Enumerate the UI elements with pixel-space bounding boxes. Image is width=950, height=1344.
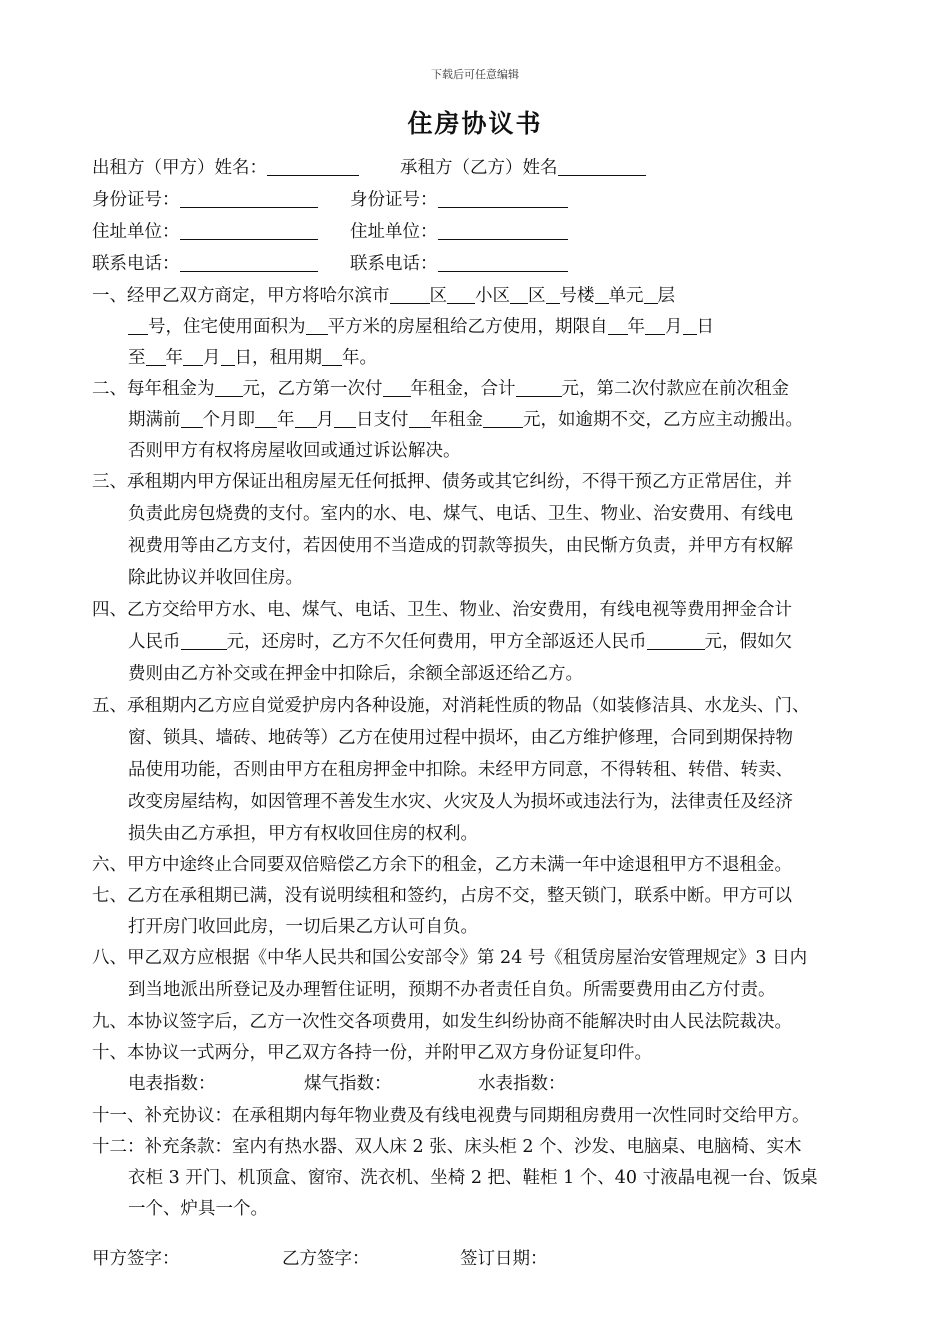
clause-text: 日 <box>696 317 714 337</box>
clause-text: 个月即 <box>202 410 255 430</box>
clause-5-line-5: 损失由乙方承担，甲方有权收回住房的权利。 <box>128 824 478 844</box>
meter-water-label: 水表指数： <box>478 1074 566 1094</box>
blank-field[interactable] <box>447 285 475 304</box>
clause-text: 月 <box>665 317 683 337</box>
lessee-address-row <box>350 220 568 244</box>
clause-2-line-1 <box>92 377 789 401</box>
sign-date-label[interactable]: 签订日期： <box>460 1249 548 1269</box>
blank-field[interactable] <box>644 285 658 304</box>
clause-1-line-3 <box>128 346 377 370</box>
clause-5-line-1: 五、承租期内乙方应自觉爱护房内各种设施，对消耗性质的物品（如装修洁具、水龙头、门、 <box>92 696 810 716</box>
clause-text: 日，租用期 <box>234 348 322 368</box>
document-title: 住房协议书 <box>407 109 543 138</box>
clause-text: 层 <box>657 286 675 306</box>
lessee-phone-row <box>350 252 568 276</box>
meter-electric-label: 电表指数： <box>128 1074 216 1094</box>
clause-4-line-3: 费则由乙方补交或在押金中扣除后，余额全部返还给乙方。 <box>128 664 583 684</box>
lessor-id-row <box>92 188 318 212</box>
clause-5-line-2: 窗、锁具、墙砖、地砖等）乙方在使用过程中损坏，由乙方维护修理，合同到期保持物 <box>128 728 793 748</box>
clause-text: 年 <box>165 348 183 368</box>
blank-field[interactable] <box>128 316 148 335</box>
blank-field[interactable] <box>409 409 431 428</box>
clause-text: 期满前 <box>128 410 181 430</box>
blank-field[interactable] <box>183 347 203 366</box>
clause-2-line-3: 否则甲方有权将房屋收回或通过诉讼解决。 <box>128 441 461 461</box>
clause-text: 区 <box>429 286 447 306</box>
lessor-name-field[interactable] <box>267 157 359 176</box>
clause-text: 平方米的房屋租给乙方使用，期限自 <box>327 317 608 337</box>
clause-3-line-3: 视费用等由乙方支付，若因使用不当造成的罚款等损失，由民惭方负责，并甲方有权解 <box>128 536 793 556</box>
lessor-phone-field[interactable] <box>180 253 318 272</box>
lessee-id-field[interactable] <box>438 189 568 208</box>
clause-10: 十、本协议一式两分，甲乙双方各持一份，并附甲乙双方身份证复印件。 <box>92 1043 652 1063</box>
clause-4-line-2 <box>128 630 792 654</box>
blank-field[interactable] <box>595 285 609 304</box>
clause-7-line-1: 七、乙方在承租期已满，没有说明续租和签约，占房不交，整天锁门，联系中断。甲方可以 <box>92 886 792 906</box>
clause-text: 小区 <box>475 286 510 306</box>
lessor-address-label: 住址单位： <box>92 222 180 242</box>
clause-1-line-1 <box>92 284 675 308</box>
clause-11: 十一、补充协议：在承租期内每年物业费及有线电视费与同期租房费用一次性同时交给甲方。 <box>92 1106 810 1126</box>
blank-field[interactable] <box>647 631 705 650</box>
clause-text: 至 <box>128 348 146 368</box>
lessor-name-label: 出租方（甲方）姓名： <box>92 158 267 178</box>
clause-text: 年 <box>627 317 645 337</box>
blank-field[interactable] <box>516 378 562 397</box>
clause-text: 二、每年租金为 <box>92 379 215 399</box>
blank-field[interactable] <box>334 409 356 428</box>
lessee-id-row <box>350 188 568 212</box>
page-header: 下载后可任意编辑 <box>431 68 519 81</box>
lessor-phone-row <box>92 252 318 276</box>
lessor-phone-label: 联系电话： <box>92 254 180 274</box>
meter-gas-label: 煤气指数： <box>304 1074 392 1094</box>
blank-field[interactable] <box>645 316 665 335</box>
blank-field[interactable] <box>383 378 411 397</box>
lessee-name-row <box>400 156 646 180</box>
clause-text: 元，第二次付款应在前次租金 <box>561 379 789 399</box>
lessee-name-field[interactable] <box>558 157 646 176</box>
blank-field[interactable] <box>322 347 342 366</box>
blank-field[interactable] <box>683 316 697 335</box>
clause-4-line-1: 四、乙方交给甲方水、电、煤气、电话、卫生、物业、治安费用，有线电视等费用押金合计 <box>92 600 792 620</box>
clause-3-line-2: 负责此房包烧费的支付。室内的水、电、煤气、电话、卫生、物业、治安费用、有线电 <box>128 504 793 524</box>
clause-8-line-1: 八、甲乙双方应根据《中华人民共和国公安部令》第 24 号《租赁房屋治安管理规定》3 日内 <box>92 948 808 968</box>
clause-3-line-4: 除此协议并收回住房。 <box>128 568 303 588</box>
clause-text: 单元 <box>608 286 644 306</box>
clause-text: 元，乙方第一次付 <box>242 379 383 399</box>
clause-text: 年租金，合计 <box>410 379 516 399</box>
clause-text: 月 <box>316 410 334 430</box>
lessee-id-label: 身份证号： <box>350 190 438 210</box>
clause-1-line-2 <box>128 315 714 339</box>
blank-field[interactable] <box>181 409 203 428</box>
blank-field[interactable] <box>255 409 277 428</box>
blank-field[interactable] <box>295 409 317 428</box>
lessor-id-label: 身份证号： <box>92 190 180 210</box>
lessor-id-field[interactable] <box>180 189 318 208</box>
blank-field[interactable] <box>221 347 235 366</box>
clause-text: 年租金 <box>430 410 483 430</box>
clause-text: 号楼 <box>559 286 595 306</box>
clause-text: 元，假如欠 <box>704 632 792 652</box>
clause-text: 日支付 <box>356 410 409 430</box>
lessor-address-row <box>92 220 318 244</box>
clause-8-line-2: 到当地派出所登记及办理暂住证明，预期不办者责任自负。所需要费用由乙方付责。 <box>128 980 776 1000</box>
party-a-signature-label[interactable]: 甲方签字： <box>92 1249 180 1269</box>
lessor-address-field[interactable] <box>180 221 318 240</box>
clause-12-line-1: 十二：补充条款：室内有热水器、双人床 2 张、床头柜 2 个、沙发、电脑桌、电脑椅、实木 <box>92 1137 802 1157</box>
clause-2-line-2 <box>128 408 803 432</box>
clause-12-line-2: 衣柜 3 开门、机顶盒、窗帘、洗衣机、坐椅 2 把、鞋柜 1 个、40 寸液晶电视一台、饭桌 <box>128 1168 818 1188</box>
clause-text: 区 <box>528 286 546 306</box>
blank-field[interactable] <box>181 631 227 650</box>
blank-field[interactable] <box>215 378 243 397</box>
clause-text: 元，如逾期不交，乙方应主动搬出。 <box>523 410 803 430</box>
blank-field[interactable] <box>306 316 328 335</box>
clause-text: 号，住宅使用面积为 <box>148 317 306 337</box>
lessee-name-label: 承租方（乙方）姓名 <box>400 158 558 178</box>
party-b-signature-label[interactable]: 乙方签字： <box>282 1249 370 1269</box>
lessee-phone-label: 联系电话： <box>350 254 438 274</box>
blank-field[interactable] <box>483 409 523 428</box>
clause-text: 一、经甲乙双方商定，甲方将哈尔滨市 <box>92 286 390 306</box>
blank-field[interactable] <box>546 285 560 304</box>
clause-text: 年 <box>277 410 295 430</box>
clause-6: 六、甲方中途终止合同要双倍赔偿乙方余下的租金，乙方未满一年中途退租甲方不退租金。 <box>92 855 792 875</box>
clause-text: 月 <box>203 348 221 368</box>
clause-5-line-4: 改变房屋结构，如因管理不善发生水灾、火灾及人为损坏或违法行为，法律责任及经济 <box>128 792 793 812</box>
lessee-address-label: 住址单位： <box>350 222 438 242</box>
blank-field[interactable] <box>390 285 430 304</box>
clause-7-line-2: 打开房门收回此房，一切后果乙方认可自负。 <box>128 917 478 937</box>
clause-5-line-3: 品使用功能，否则由甲方在租房押金中扣除。未经甲方同意，不得转租、转借、转卖、 <box>128 760 793 780</box>
clause-12-line-3: 一个、炉具一个。 <box>128 1199 268 1219</box>
lessee-phone-field[interactable] <box>438 253 568 272</box>
clause-text: 年。 <box>342 348 377 368</box>
clause-text: 人民币 <box>128 632 181 652</box>
blank-field[interactable] <box>146 347 166 366</box>
blank-field[interactable] <box>510 285 528 304</box>
blank-field[interactable] <box>608 316 628 335</box>
clause-9: 九、本协议签字后，乙方一次性交各项费用，如发生纠纷协商不能解决时由人民法院裁决。 <box>92 1012 792 1032</box>
clause-3-line-1: 三、承租期内甲方保证出租房屋无任何抵押、债务或其它纠纷，不得干预乙方正常居住，并 <box>92 472 792 492</box>
lessee-address-field[interactable] <box>438 221 568 240</box>
clause-text: 元，还房时，乙方不欠任何费用，甲方全部返还人民币 <box>226 632 647 652</box>
lessor-name-row <box>92 156 359 180</box>
